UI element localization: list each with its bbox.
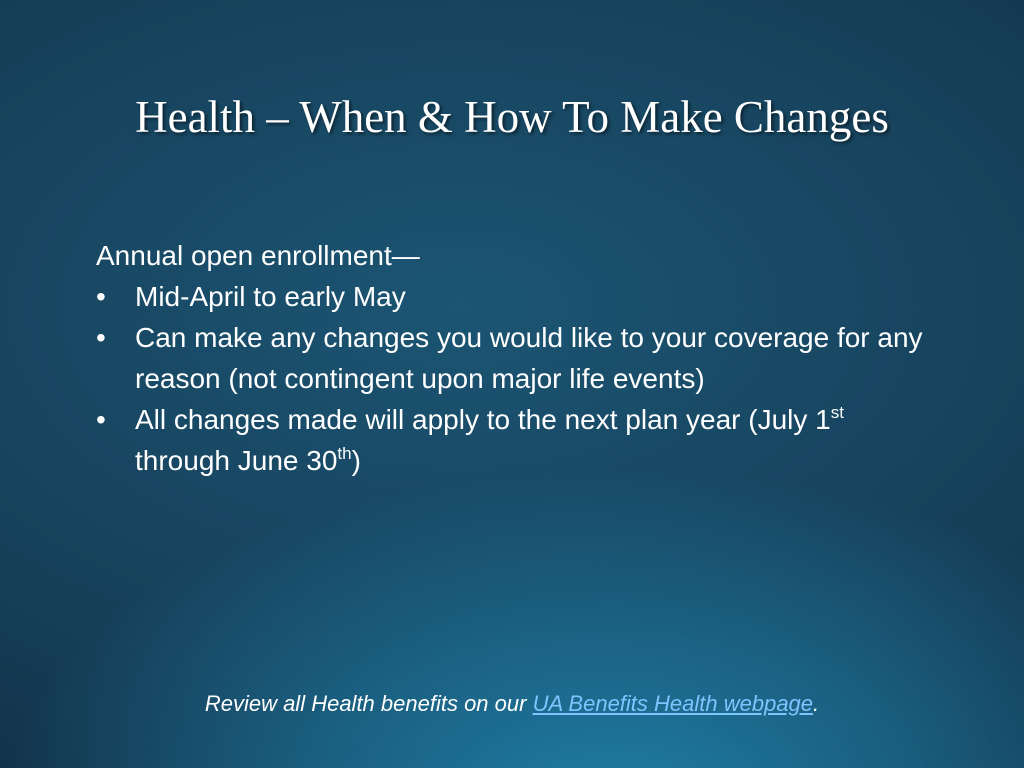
bullet-icon: • [96, 281, 106, 312]
bullet-icon: • [96, 404, 106, 435]
plan-year-text-end: ) [351, 445, 361, 476]
footer-prefix: Review all Health benefits on our [204, 691, 533, 716]
footer-note [0, 688, 1024, 720]
bullet-text [135, 404, 844, 476]
bullet-item-plan-year [96, 399, 946, 481]
bullet-text: Mid-April to early May [135, 281, 406, 312]
slide-title: Health – When & How To Make Changes [135, 92, 889, 142]
footer-suffix: . [813, 691, 820, 716]
bullet-list [96, 276, 946, 481]
ordinal-suffix-th: th [337, 444, 352, 463]
health-webpage-link[interactable]: UA Benefits Health webpage [532, 691, 814, 716]
bullet-icon: • [96, 322, 106, 353]
slide-body [96, 235, 946, 481]
bullet-item-enrollment-window [96, 276, 946, 317]
bullet-text: Can make any changes you would like to your coverage for any reason (not contingent upon major life events) [135, 322, 923, 394]
ordinal-suffix-st: st [830, 403, 844, 422]
plan-year-text-start: All changes made will apply to the next plan year (July 1 [135, 404, 831, 435]
bullet-item-any-changes [96, 317, 946, 399]
intro-text: Annual open enrollment— [96, 240, 420, 271]
plan-year-text-middle: through June 30 [135, 445, 338, 476]
